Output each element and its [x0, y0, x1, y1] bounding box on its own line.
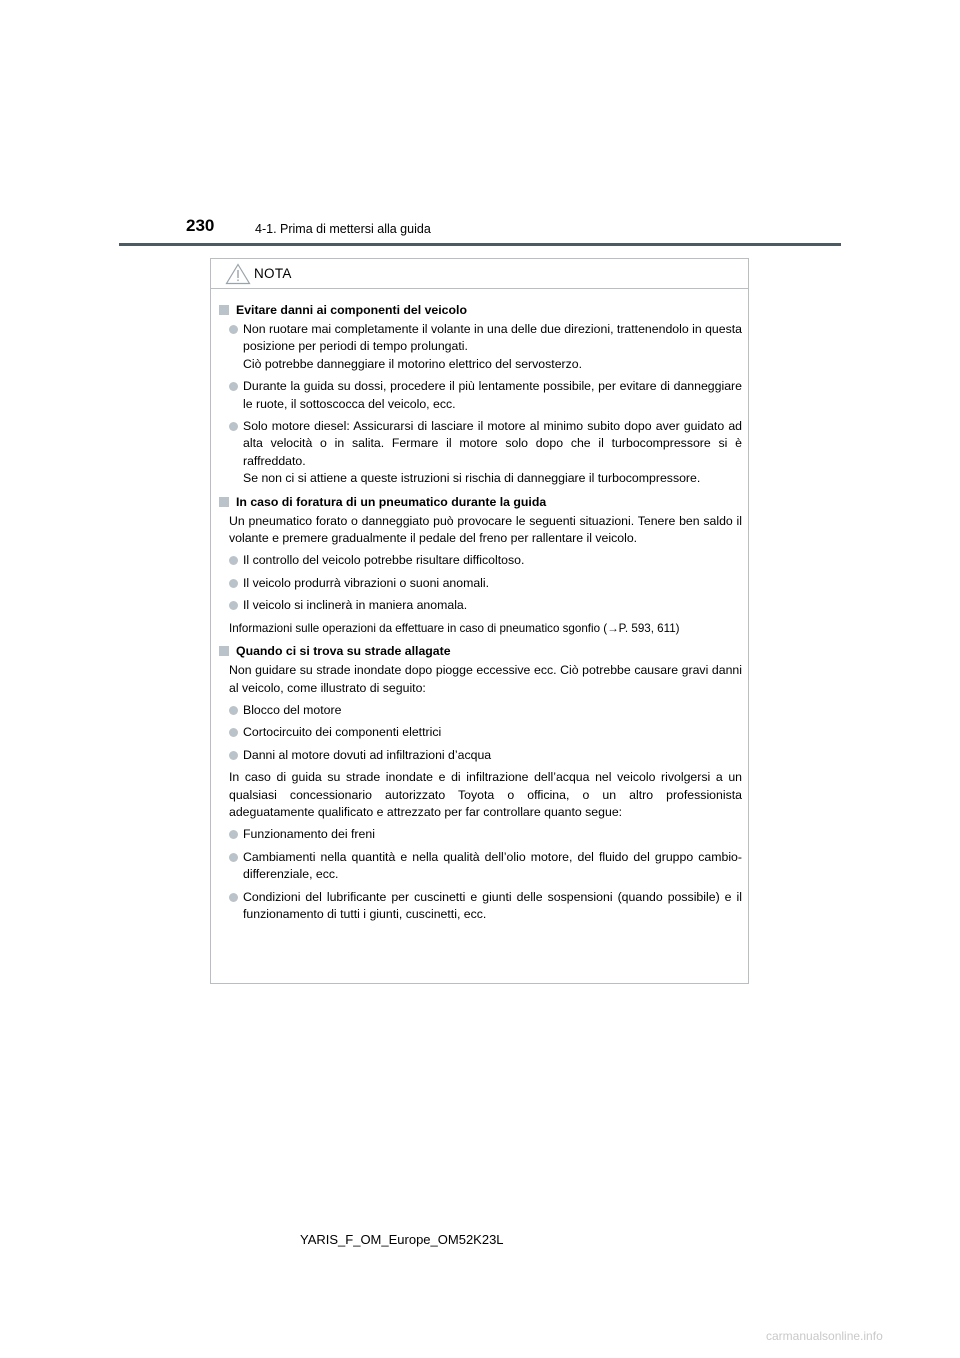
- list-item-text: Durante la guida su dossi, procedere il più lentamente possibile, per evitare di danneggiare le ruote, il sottoscocca del veicolo, ecc.: [243, 379, 742, 411]
- list-item: [219, 849, 742, 884]
- list-item: [219, 575, 742, 592]
- paragraph: Non guidare su strade inondate dopo piogge eccessive ecc. Ciò potrebbe causare gravi danni al veicolo, come illustrato di seguito:: [229, 663, 742, 695]
- topic-title: In caso di foratura di un pneumatico durante la guida: [236, 494, 547, 509]
- list-item-text: Blocco del motore: [243, 702, 342, 717]
- list-item-text: Il veicolo si inclinerà in maniera anomala.: [243, 598, 468, 613]
- round-bullet-icon: [229, 751, 238, 760]
- list-item: [219, 826, 742, 843]
- notice-header: [211, 259, 748, 289]
- paragraph: In caso di guida su strade inondate e di infiltrazione dell’acqua nel veicolo rivolgersi a un qualsiasi concessionario autorizzato Toyota o officina, o un altro professionista adeguatamente qualificato e attrezzato per far controllare quanto segue:: [229, 770, 742, 819]
- page-number: 230: [186, 216, 215, 235]
- list-item-note: Se non ci si attiene a queste istruzioni si rischia di danneggiare il turbocompressore.: [243, 471, 701, 486]
- list-item: [219, 552, 742, 569]
- warning-triangle-icon: [225, 263, 251, 285]
- round-bullet-icon: [229, 382, 238, 391]
- list-item: [219, 747, 742, 764]
- list-item-text: Danni al motore dovuti ad infiltrazioni d’acqua: [243, 747, 492, 762]
- round-bullet-icon: [229, 601, 238, 610]
- list-item: [219, 702, 742, 719]
- square-bullet-icon: [219, 646, 229, 656]
- list-item-note: Ciò potrebbe danneggiare il motorino elettrico del servosterzo.: [243, 356, 583, 371]
- watermark: carmanualsonline.info: [766, 1329, 883, 1343]
- notice-label: NOTA: [254, 266, 292, 281]
- list-item-text: Funzionamento dei freni: [243, 827, 375, 842]
- notice-body: [211, 289, 748, 923]
- round-bullet-icon: [229, 556, 238, 565]
- notice-box: [210, 258, 749, 984]
- round-bullet-icon: [229, 728, 238, 737]
- list-item: [219, 724, 742, 741]
- list-item: [219, 378, 742, 413]
- square-bullet-icon: [219, 305, 229, 315]
- document-code: YARIS_F_OM_Europe_OM52K23L: [300, 1232, 504, 1247]
- round-bullet-icon: [229, 706, 238, 715]
- page-reference-note: Informazioni sulle operazioni da effettuare in caso di pneumatico sgonfio (→P. 593, 611): [229, 621, 680, 635]
- list-item-text: Condizioni del lubrificante per cuscinetti e giunti delle sospensioni (quando possibile) e il funzionamento di tutti i giunti, cuscinetti, ecc.: [243, 889, 742, 921]
- topic-heading: [219, 493, 742, 511]
- round-bullet-icon: [229, 422, 238, 431]
- round-bullet-icon: [229, 325, 238, 334]
- list-item-text: Non ruotare mai completamente il volante in una delle due direzioni, trattenendolo in questa posizione per periodi di tempo prolungati.: [243, 322, 743, 354]
- header-divider: [119, 243, 841, 246]
- list-item-text: Solo motore diesel: Assicurarsi di lasciare il motore al minimo subito dopo aver guidato ad alta velocità o in salita. Fermare il motore solo dopo che il turbocompressore si è raffreddato.: [243, 419, 742, 468]
- list-item-text: Il veicolo produrrà vibrazioni o suoni anomali.: [243, 575, 490, 590]
- topic-title: Evitare danni ai componenti del veicolo: [236, 303, 467, 317]
- list-item-text: Cortocircuito dei componenti elettrici: [243, 725, 442, 740]
- list-item-text: Il controllo del veicolo potrebbe risultare difficoltoso.: [243, 553, 525, 568]
- paragraph: Un pneumatico forato o danneggiato può provocare le seguenti situazioni. Tenere ben saldo il volante e premere gradualmente il pedale del freno per rallentare il veicolo.: [229, 513, 742, 546]
- square-bullet-icon: [219, 497, 229, 507]
- list-item: [219, 889, 742, 924]
- round-bullet-icon: [229, 893, 238, 902]
- topic-heading: [219, 642, 742, 660]
- round-bullet-icon: [229, 830, 238, 839]
- round-bullet-icon: [229, 579, 238, 588]
- list-item: [219, 418, 742, 488]
- list-item: [219, 597, 742, 614]
- topic-heading: [219, 301, 742, 319]
- round-bullet-icon: [229, 853, 238, 862]
- list-item: [219, 321, 742, 373]
- topic-title: Quando ci si trova su strade allagate: [236, 644, 451, 659]
- section-title: 4-1. Prima di mettersi alla guida: [255, 222, 431, 236]
- list-item-text: Cambiamenti nella quantità e nella qualità dell’olio motore, del fluido del gruppo cambio-differenziale, ecc.: [243, 849, 742, 882]
